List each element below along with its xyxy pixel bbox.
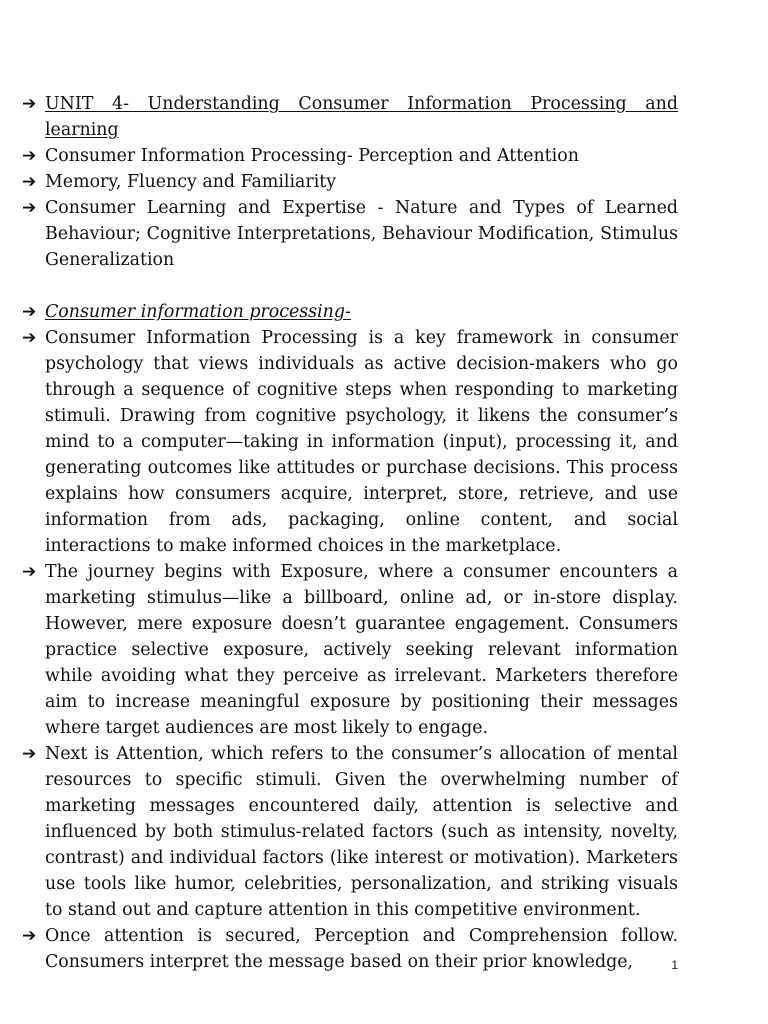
arrow-bullet-icon: ➔ [22, 926, 37, 946]
heading-item-text: Consumer Information Processing- Perception and Attention [45, 146, 579, 166]
arrow-bullet-icon: ➔ [22, 172, 37, 192]
paragraph-exposure [22, 559, 678, 741]
arrow-bullet-icon: ➔ [22, 328, 37, 348]
arrow-bullet-icon: ➔ [22, 744, 37, 764]
page-number: 1 [671, 958, 678, 972]
heading-item-text: UNIT 4- Understanding Consumer Information Processing and learning [45, 94, 678, 140]
paragraph-text: Next is Attention, which refers to the consumer’s allocation of mental resources to specific stimuli. Given the overwhelming number of marketing messages encountered daily, attention is selective and influenced by both stimulus-related factors (such as intensity, novelty, contrast) and individual factors (like interest or motivation). Marketers use tools like humor, celebrities, personalization, and striking visuals to stand out and capture attention in this competitive environment. [45, 744, 678, 920]
section-spacer [22, 273, 678, 299]
paragraph-perception [22, 923, 678, 975]
section-title-text: Consumer information processing- [45, 302, 351, 322]
heading-item-memory-fluency [22, 169, 678, 195]
heading-item-text: Memory, Fluency and Familiarity [45, 172, 337, 192]
heading-item-perception-attention [22, 143, 678, 169]
section-title [22, 299, 678, 325]
paragraph-attention [22, 741, 678, 923]
paragraph-overview [22, 325, 678, 559]
paragraph-text: Once attention is secured, Perception and Comprehension follow. Consumers interpret the message based on their prior knowledge, [45, 926, 678, 972]
heading-item-consumer-learning [22, 195, 678, 273]
arrow-bullet-icon: ➔ [22, 146, 37, 166]
document-content [22, 91, 678, 975]
heading-item-unit-4 [22, 91, 678, 143]
arrow-bullet-icon: ➔ [22, 198, 37, 218]
arrow-bullet-icon: ➔ [22, 562, 37, 582]
arrow-bullet-icon: ➔ [22, 94, 37, 114]
paragraph-text: The journey begins with Exposure, where a consumer encounters a marketing stimulus—like a billboard, online ad, or in-store display. However, mere exposure doesn’t guarantee engagement. Consumers practice selective exposure, actively seeking relevant information while avoiding what they perceive as irrelevant. Marketers therefore aim to increase meaningful exposure by positioning their messages where target audiences are most likely to engage. [45, 562, 678, 738]
arrow-bullet-icon: ➔ [22, 302, 37, 322]
paragraph-text: Consumer Information Processing is a key framework in consumer psychology that views individuals as active decision-makers who go through a sequence of cognitive steps when responding to marketing stimuli. Drawing from cognitive psychology, it likens the consumer’s mind to a computer—taking in information (input), processing it, and generating outcomes like attitudes or purchase decisions. This process explains how consumers acquire, interpret, store, retrieve, and use information from ads, packaging, online content, and social interactions to make informed choices in the marketplace. [45, 328, 678, 556]
heading-item-text: Consumer Learning and Expertise - Nature and Types of Learned Behaviour; Cognitive Interpretations, Behaviour Modification, Stimulus Generalization [45, 198, 678, 270]
